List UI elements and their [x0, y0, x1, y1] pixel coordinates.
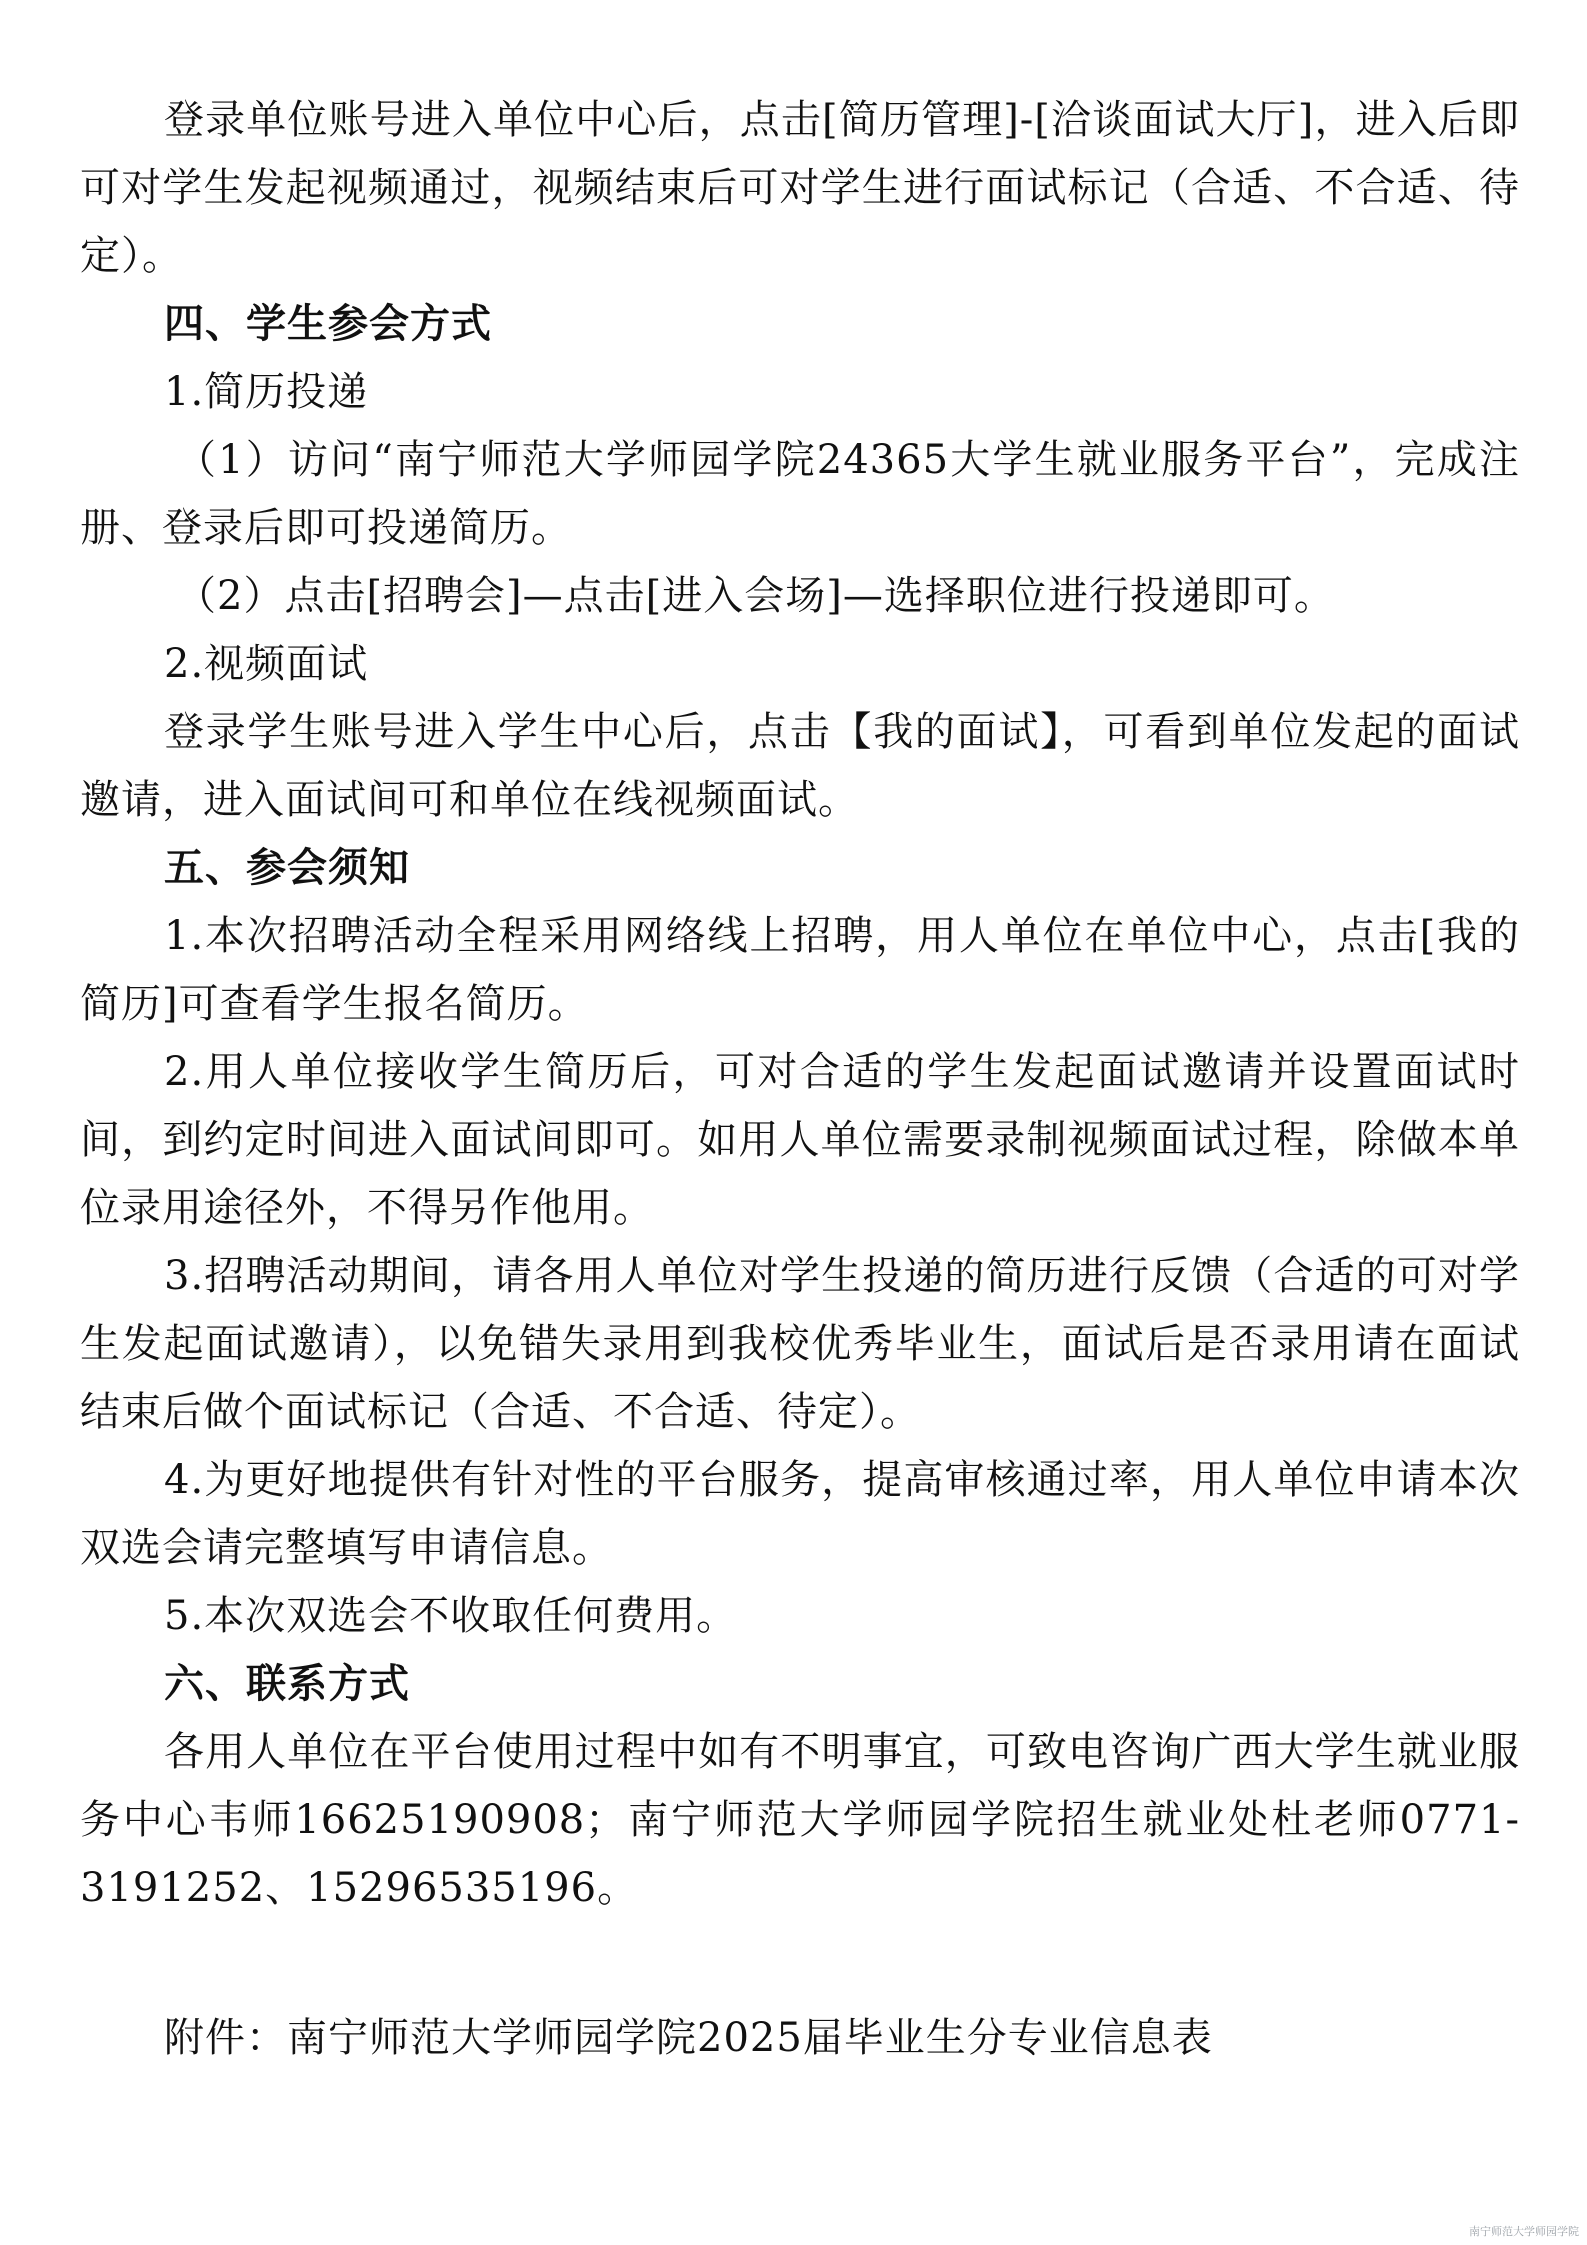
paragraph-student-interview: 登录学生账号进入学生中心后，点击【我的面试】，可看到单位发起的面试邀请，进入面试间可和单位在线视频面试。: [80, 709, 1520, 823]
paragraph-resume-step-1: （1）访问“南宁师范大学师园学院24365大学生就业服务平台”，完成注册、登录后即可投递简历。: [80, 437, 1520, 551]
document-body: [80, 86, 1520, 2072]
heading-participation-notes: 五、参会须知: [164, 845, 410, 891]
paragraph-note-5: 5.本次双选会不收取任何费用。: [164, 1593, 738, 1639]
heading-student-participation: 四、学生参会方式: [164, 301, 492, 347]
paragraph-note-3: 3.招聘活动期间，请各用人单位对学生投递的简历进行反馈（合适的可对学生发起面试邀请），以免错失录用到我校优秀毕业生，面试后是否录用请在面试结束后做个面试标记（合适、不合适、待定）。: [80, 1253, 1520, 1435]
paragraph-note-2: 2.用人单位接收学生简历后，可对合适的学生发起面试邀请并设置面试时间，到约定时间进入面试间即可。如用人单位需要录制视频面试过程，除做本单位录用途径外，不得另作他用。: [80, 1049, 1520, 1231]
paragraph-resume-delivery-title: 1.简历投递: [164, 369, 369, 415]
watermark: 南宁师范大学师园学院: [1469, 2225, 1579, 2238]
attachment-line: 附件：南宁师范大学师园学院2025届毕业生分专业信息表: [164, 2015, 1213, 2061]
paragraph-video-interview-title: 2.视频面试: [164, 641, 369, 687]
paragraph-resume-step-2: （2）点击[招聘会]—点击[进入会场]—选择职位进行投递即可。: [176, 573, 1335, 619]
paragraph-contact-info: 各用人单位在平台使用过程中如有不明事宜，可致电咨询广西大学生就业服务中心韦师16625190908；南宁师范大学师园学院招生就业处杜老师0771-3191252、15296535196。: [80, 1729, 1520, 1911]
heading-contact: 六、联系方式: [164, 1661, 410, 1707]
paragraph-unit-interview: 登录单位账号进入单位中心后，点击[简历管理]-[洽谈面试大厅]，进入后即可对学生发起视频通过，视频结束后可对学生进行面试标记（合适、不合适、待定）。: [80, 97, 1520, 279]
paragraph-note-4: 4.为更好地提供有针对性的平台服务，提高审核通过率，用人单位申请本次双选会请完整填写申请信息。: [80, 1457, 1520, 1571]
paragraph-note-1: 1.本次招聘活动全程采用网络线上招聘，用人单位在单位中心，点击[我的简历]可查看学生报名简历。: [80, 913, 1520, 1027]
spacer: [80, 1922, 1520, 2004]
